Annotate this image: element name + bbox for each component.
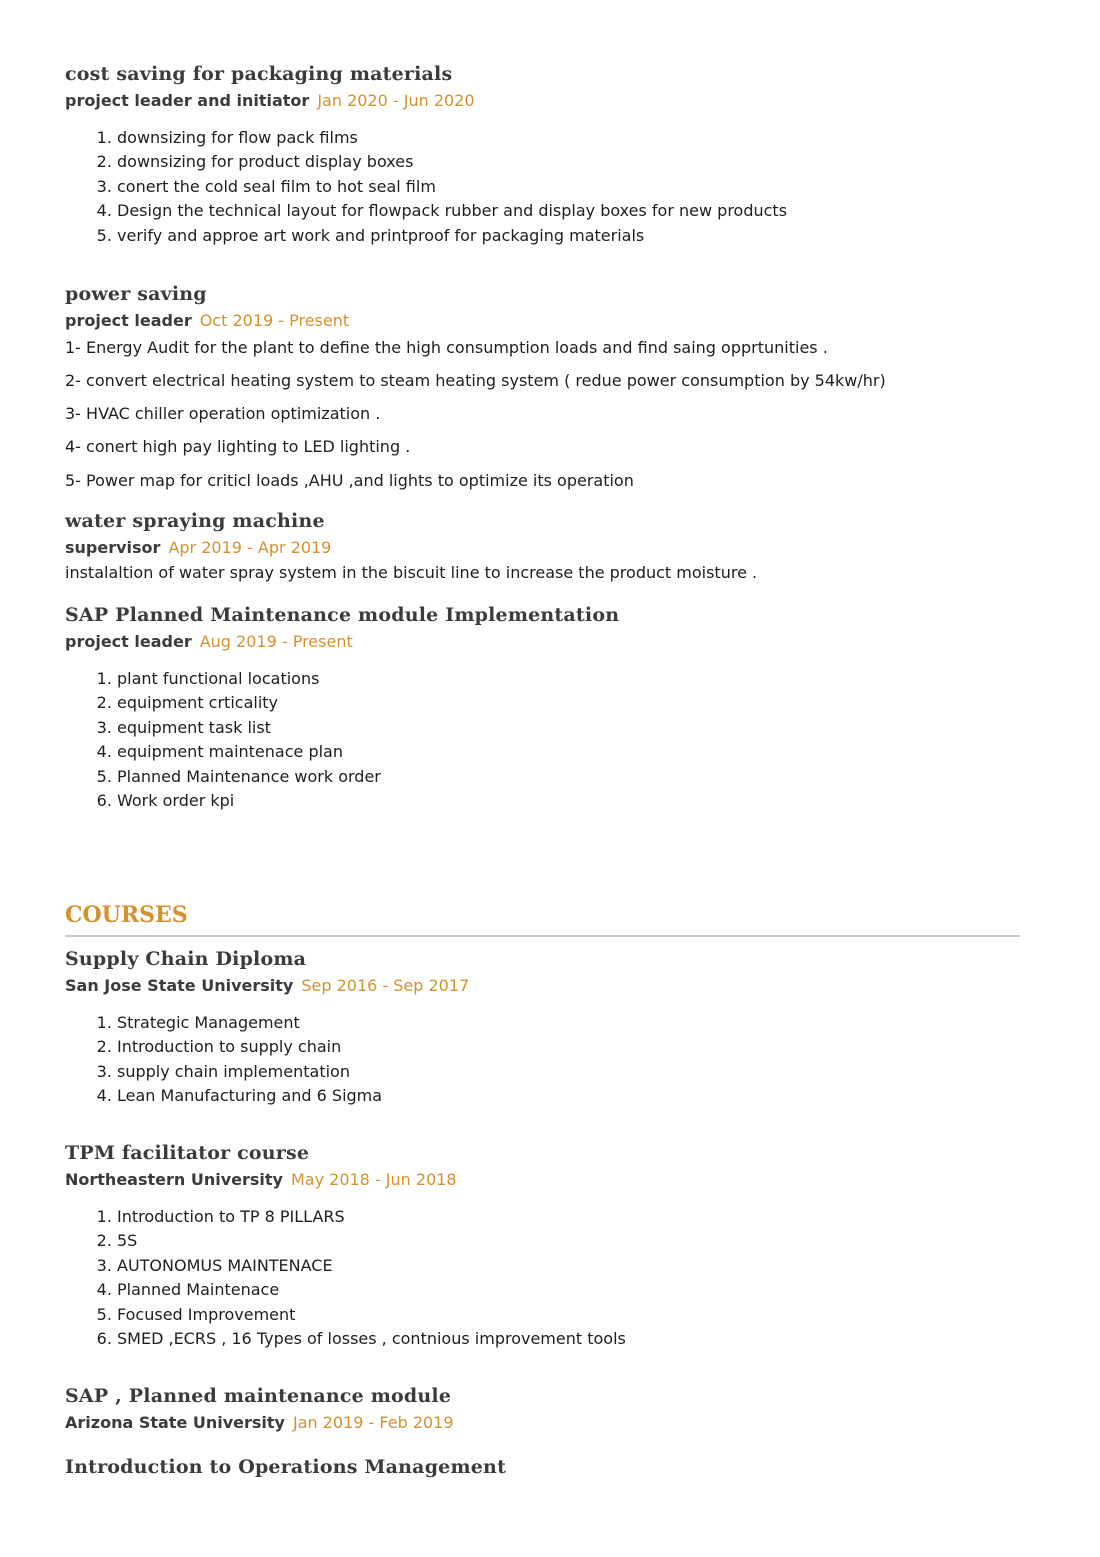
- list-item: 3. AUTONOMUS MAINTENACE: [117, 1254, 1020, 1278]
- list-item: 1. plant functional locations: [117, 667, 1020, 691]
- list-item: 6. SMED ,ECRS , 16 Types of losses , contnious improvement tools: [117, 1327, 1020, 1351]
- course-title: Introduction to Operations Management: [65, 1456, 507, 1478]
- project-dates: Jan 2020 - Jun 2020: [317, 91, 475, 110]
- list-item: 4. Lean Manufacturing and 6 Sigma: [117, 1084, 1020, 1108]
- course-items: [65, 1205, 1020, 1351]
- project-title: water spraying machine: [65, 510, 325, 532]
- list-item: 2. equipment crticality: [117, 691, 1020, 715]
- project-meta: [65, 631, 1020, 653]
- course-institution: Northeastern University: [65, 1170, 283, 1189]
- project-title: power saving: [65, 283, 207, 305]
- list-item: 5. Focused Improvement: [117, 1303, 1020, 1327]
- project-description: instalaltion of water spray system in the biscuit line to increase the product moisture .: [65, 563, 758, 582]
- project-meta: [65, 537, 1020, 559]
- project-title: SAP Planned Maintenance module Implementation: [65, 604, 620, 626]
- section-divider: [65, 935, 1020, 937]
- project-paragraph: 5- Power map for criticl loads ,AHU ,and lights to optimize its operation: [65, 471, 634, 490]
- course-institution: Arizona State University: [65, 1413, 285, 1432]
- course-entry: [65, 1384, 1020, 1434]
- course-title: SAP , Planned maintenance module: [65, 1385, 452, 1407]
- project-title: cost saving for packaging materials: [65, 63, 453, 85]
- project-entry: [65, 509, 1020, 582]
- project-role: project leader and initiator: [65, 91, 310, 110]
- list-item: 1. Introduction to TP 8 PILLARS: [117, 1205, 1020, 1229]
- course-meta: [65, 1412, 1020, 1434]
- project-role: project leader: [65, 632, 192, 651]
- course-entry: [65, 947, 1020, 1109]
- list-item: 4. equipment maintenace plan: [117, 740, 1020, 764]
- list-item: 3. equipment task list: [117, 716, 1020, 740]
- course-items: [65, 1011, 1020, 1109]
- course-institution: San Jose State University: [65, 976, 294, 995]
- list-item: 5. verify and approe art work and printproof for packaging materials: [117, 224, 1020, 248]
- list-item: 4. Design the technical layout for flowpack rubber and display boxes for new products: [117, 199, 1020, 223]
- project-dates: Apr 2019 - Apr 2019: [168, 538, 332, 557]
- list-item: 5. Planned Maintenance work order: [117, 765, 1020, 789]
- course-dates: Jan 2019 - Feb 2019: [292, 1413, 454, 1432]
- course-title: TPM facilitator course: [65, 1142, 310, 1164]
- list-item: 2. 5S: [117, 1229, 1020, 1253]
- project-items: [65, 667, 1020, 813]
- project-entry: [65, 62, 1020, 248]
- list-item: 3. supply chain implementation: [117, 1060, 1020, 1084]
- course-dates: Sep 2016 - Sep 2017: [301, 976, 470, 995]
- list-item: 2. Introduction to supply chain: [117, 1035, 1020, 1059]
- course-entry: [65, 1141, 1020, 1351]
- project-items: [65, 126, 1020, 248]
- list-item: 2. downsizing for product display boxes: [117, 150, 1020, 174]
- project-dates: Aug 2019 - Present: [199, 632, 353, 651]
- list-item: 4. Planned Maintenace: [117, 1278, 1020, 1302]
- course-entry: [65, 1455, 1020, 1479]
- project-dates: Oct 2019 - Present: [199, 311, 350, 330]
- project-role: supervisor: [65, 538, 161, 557]
- course-meta: [65, 975, 1020, 997]
- project-entry: [65, 282, 1020, 332]
- project-meta: [65, 310, 1020, 332]
- course-title: Supply Chain Diploma: [65, 948, 307, 970]
- list-item: 1. Strategic Management: [117, 1011, 1020, 1035]
- project-paragraph: 1- Energy Audit for the plant to define the high consumption loads and find saing opprtunities .: [65, 338, 828, 357]
- section-heading-courses: COURSES: [65, 902, 188, 928]
- list-item: 3. conert the cold seal film to hot seal film: [117, 175, 1020, 199]
- project-paragraph: 2- convert electrical heating system to steam heating system ( redue power consumption by 54kw/hr): [65, 371, 886, 390]
- course-meta: [65, 1169, 1020, 1191]
- project-paragraph: 4- conert high pay lighting to LED lighting .: [65, 437, 411, 456]
- list-item: 6. Work order kpi: [117, 789, 1020, 813]
- list-item: 1. downsizing for flow pack films: [117, 126, 1020, 150]
- project-entry: [65, 603, 1020, 813]
- project-meta: [65, 90, 1020, 112]
- course-dates: May 2018 - Jun 2018: [290, 1170, 457, 1189]
- project-role: project leader: [65, 311, 192, 330]
- project-paragraph: 3- HVAC chiller operation optimization .: [65, 404, 381, 423]
